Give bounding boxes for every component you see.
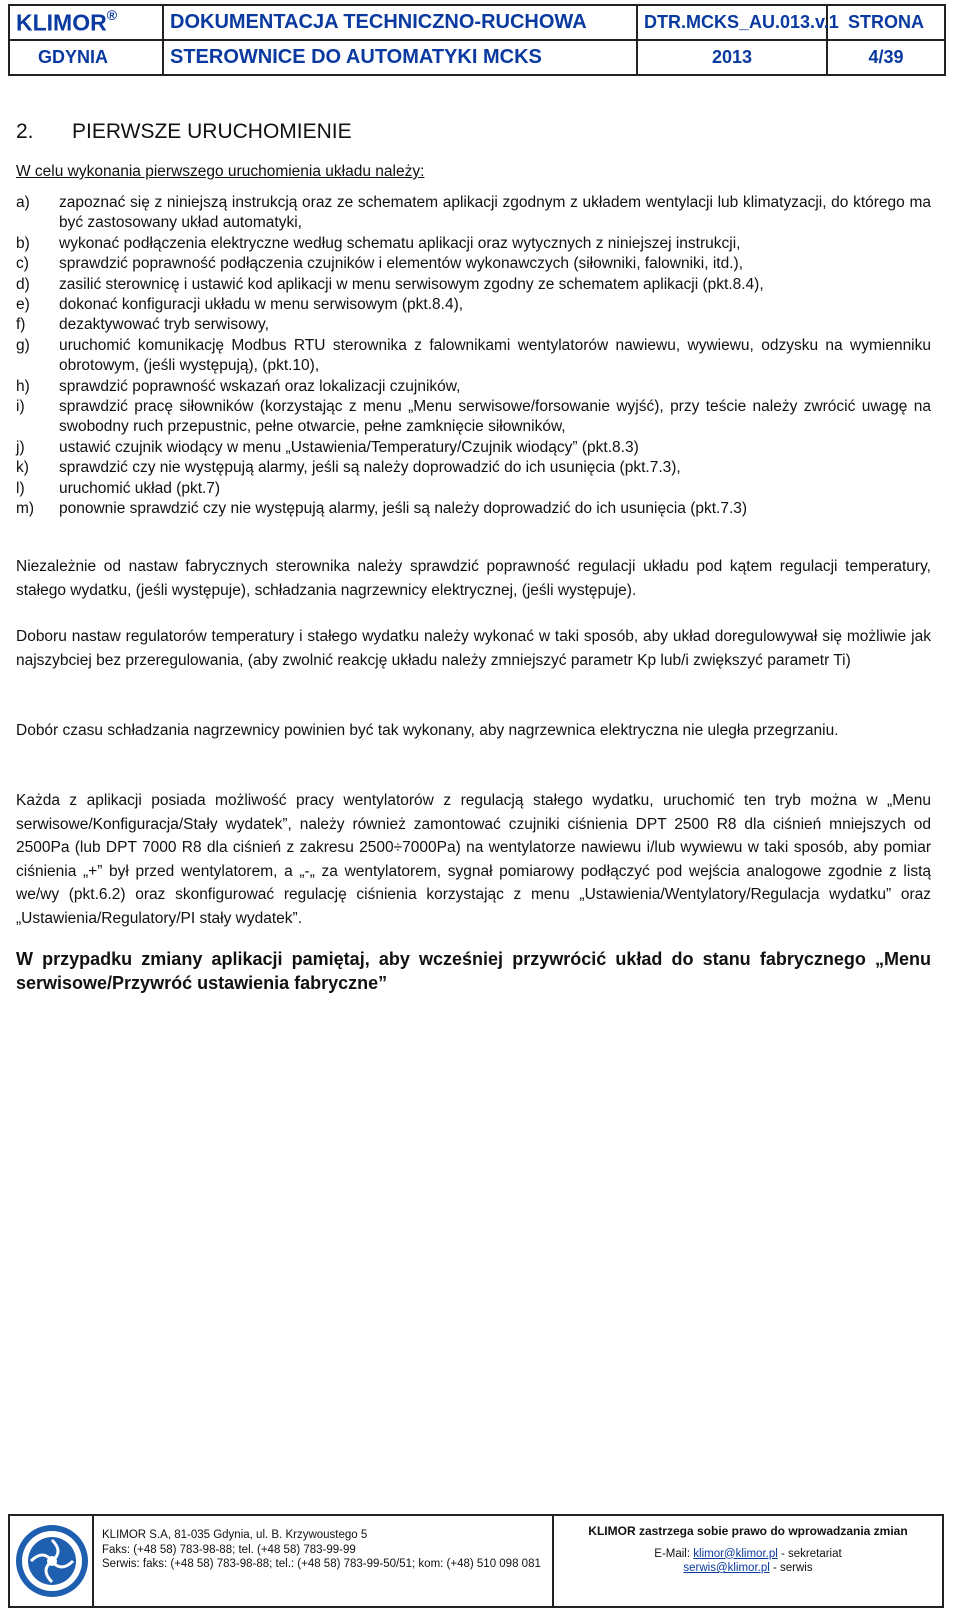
city: GDYNIA bbox=[9, 40, 163, 75]
list-item-label: l) bbox=[16, 479, 25, 497]
list-item-text: dokonać konfiguracji układu w menu serwisowym (pkt.8.4), bbox=[59, 296, 464, 314]
list-item-label: i) bbox=[16, 398, 25, 416]
list-item-text: uruchomić komunikację Modbus RTU sterownika z falownikami wentylatorów nawiewu, wywiewu, odzysku na wymienniku obrotowym, (jeśli występują), (pkt.10), bbox=[59, 336, 931, 375]
rights-notice: KLIMOR zastrzega sobie prawo do wprowadzania zmian bbox=[588, 1524, 908, 1538]
service-line: Serwis: faks: (+48 58) 783-98-88; tel.: (+48 58) 783-99-50/51; kom: (+48) 510 098 081 bbox=[102, 1558, 541, 1570]
section-heading bbox=[16, 120, 352, 144]
footer-contact bbox=[554, 1516, 942, 1606]
list-item bbox=[16, 499, 931, 519]
list-item-label: m) bbox=[16, 500, 35, 518]
list-item-text: uruchomić układ (pkt.7) bbox=[59, 479, 221, 497]
section-number: 2. bbox=[16, 120, 34, 143]
email-office-note: - sekretariat bbox=[780, 1547, 842, 1560]
list-item bbox=[16, 254, 931, 274]
email-line bbox=[554, 1547, 942, 1562]
warning-note: W przypadku zmiany aplikacji pamiętaj, aby wcześniej przywrócić układ do stanu fabrycznego „Menu serwisowe/Przywróć ustawienia fabryczne” bbox=[16, 949, 931, 993]
list-item-text: sprawdzić poprawność wskazań oraz lokalizacji czujników, bbox=[59, 377, 461, 395]
list-item-label: k) bbox=[16, 459, 29, 477]
company-address bbox=[92, 1516, 554, 1606]
list-item bbox=[16, 275, 931, 295]
list-item-text: zapoznać się z niniejszą instrukcją oraz ze schematem aplikacji zgodnym z układem wentylacji lub klimatyzacji, do którego ma być zastosowany układ automatyki, bbox=[59, 194, 931, 232]
document-subtitle: STEROWNICE DO AUTOMATYKI MCKS bbox=[163, 40, 637, 75]
list-item-label: c) bbox=[16, 255, 29, 273]
list-item bbox=[16, 193, 931, 234]
list-item bbox=[16, 438, 931, 458]
brand-logo-text: KLIMOR® bbox=[9, 5, 163, 40]
steps-list bbox=[16, 193, 931, 520]
list-item-text: wykonać podłączenia elektryczne według schematu aplikacji oraz wytycznych z niniejszej instrukcji, bbox=[59, 234, 741, 252]
paragraph: Każda z aplikacji posiada możliwość pracy wentylatorów z regulacją stałego wydatku, uruchomić ten tryb można w „Menu serwisowe/Konfiguracja/Stały wydatek”, należy również zamontować czujniki ciśnienia DPT 2500 R8 dla ciśnień mniejszych od 2500Pa (lub DPT 7000 R8 dla ciśnień z zakresu 2500÷7000Pa) na wentylatorze nawiewu i/lub wywiewu w taki sposób, aby pomiar ciśnienia „+” był przed wentylatorem, a „-„ za wentylatorem, sygnał pomiarowy podłączyć pod wejścia analogowe zgodnie z listą we/wy (pkt.6.2) oraz skonfigurować regulację ciśnienia korzystając z menu „Ustawienia/Wentylatory/Regulacja wydatku” oraz „Ustawienia/Regulatory/PI stały wydatek”. bbox=[16, 792, 931, 927]
list-item bbox=[16, 479, 931, 499]
email-label: E-Mail: bbox=[654, 1547, 691, 1560]
list-item-text: dezaktywować tryb serwisowy, bbox=[59, 316, 269, 334]
list-item-label: f) bbox=[16, 316, 26, 334]
paragraph: Niezależnie od nastaw fabrycznych sterownika należy sprawdzić poprawność regulacji układu pod kątem regulacji temperatury, stałego wydatku, (jeśli występuje), schładzania nagrzewnicy elektrycznej, (jeśli występuje). bbox=[16, 558, 931, 599]
fax-line: Faks: (+48 58) 783-98-88; tel. (+48 58) 783-99-99 bbox=[102, 1543, 356, 1556]
section-intro: W celu wykonania pierwszego uruchomienia układu należy: bbox=[16, 163, 425, 180]
email-service-link[interactable]: serwis@klimor.pl bbox=[683, 1562, 770, 1574]
document-footer bbox=[8, 1514, 944, 1608]
list-item-label: e) bbox=[16, 296, 30, 314]
paragraph: Doboru nastaw regulatorów temperatury i stałego wydatku należy wykonać w taki sposób, aby układ doregulowywał się możliwie jak najszybciej bez przeregulowania, (aby zwolnić reakcję układu należy zmniejszyć parametr Kp lub/i zwiększyć parametr Ti) bbox=[16, 628, 931, 669]
list-item bbox=[16, 377, 931, 397]
document-code: DTR.MCKS_AU.013.v.1 bbox=[637, 5, 827, 40]
list-item bbox=[16, 315, 931, 335]
email-service-note: - serwis bbox=[773, 1562, 813, 1574]
list-item-label: a) bbox=[16, 194, 30, 211]
list-item-label: g) bbox=[16, 336, 30, 354]
list-item-text: sprawdzić poprawność podłączenia czujników i elementów wykonawczych (siłowniki, falowniki, itd.), bbox=[59, 255, 744, 273]
registered-mark: ® bbox=[106, 6, 118, 23]
list-item bbox=[16, 295, 931, 315]
list-item bbox=[16, 234, 931, 254]
list-item-label: d) bbox=[16, 275, 30, 293]
page-number: 4/39 bbox=[827, 40, 945, 75]
list-item-text: zasilić sterownicę i ustawić kod aplikacji w menu serwisowym zgodny ze schematem aplikacji (pkt.8.4), bbox=[59, 275, 764, 293]
document-year: 2013 bbox=[637, 40, 827, 75]
document-title: DOKUMENTACJA TECHNICZNO-RUCHOWA bbox=[163, 5, 637, 40]
paragraph: Dobór czasu schładzania nagrzewnicy powinien być tak wykonany, aby nagrzewnica elektryczna nie uległa przegrzaniu. bbox=[16, 722, 839, 739]
list-item-text: sprawdzić pracę siłowników (korzystając z menu „Menu serwisowe/forsowanie wyjść), przy teście należy zwrócić uwagę na swobodny ruch przepustnic, pełne otwarcie, pełne zamknięcie siłowników, bbox=[59, 398, 931, 436]
list-item-label: j) bbox=[16, 438, 25, 456]
list-item-text: ponownie sprawdzić czy nie występują alarmy, jeśli są należy doprowadzić do ich usunięcia (pkt.7.3) bbox=[59, 500, 748, 518]
list-item bbox=[16, 458, 931, 478]
page-label: STRONA bbox=[827, 5, 945, 40]
list-item-label: b) bbox=[16, 234, 30, 252]
email-office-link[interactable]: klimor@klimor.pl bbox=[693, 1547, 778, 1560]
list-item bbox=[16, 397, 931, 438]
company-logo bbox=[12, 1518, 92, 1604]
section-title: PIERWSZE URUCHOMIENIE bbox=[72, 120, 352, 143]
list-item-text: sprawdzić czy nie występują alarmy, jeśli są należy doprowadzić do ich usunięcia (pkt.7.3), bbox=[59, 459, 681, 477]
document-header bbox=[8, 4, 946, 76]
list-item bbox=[16, 336, 931, 377]
service-email-line bbox=[554, 1561, 942, 1576]
list-item-text: ustawić czujnik wiodący w menu „Ustawienia/Temperatury/Czujnik wiodący” (pkt.8.3) bbox=[59, 438, 639, 456]
address-line: KLIMOR S.A, 81-035 Gdynia, ul. B. Krzywoustego 5 bbox=[102, 1529, 368, 1541]
list-item-label: h) bbox=[16, 377, 30, 395]
